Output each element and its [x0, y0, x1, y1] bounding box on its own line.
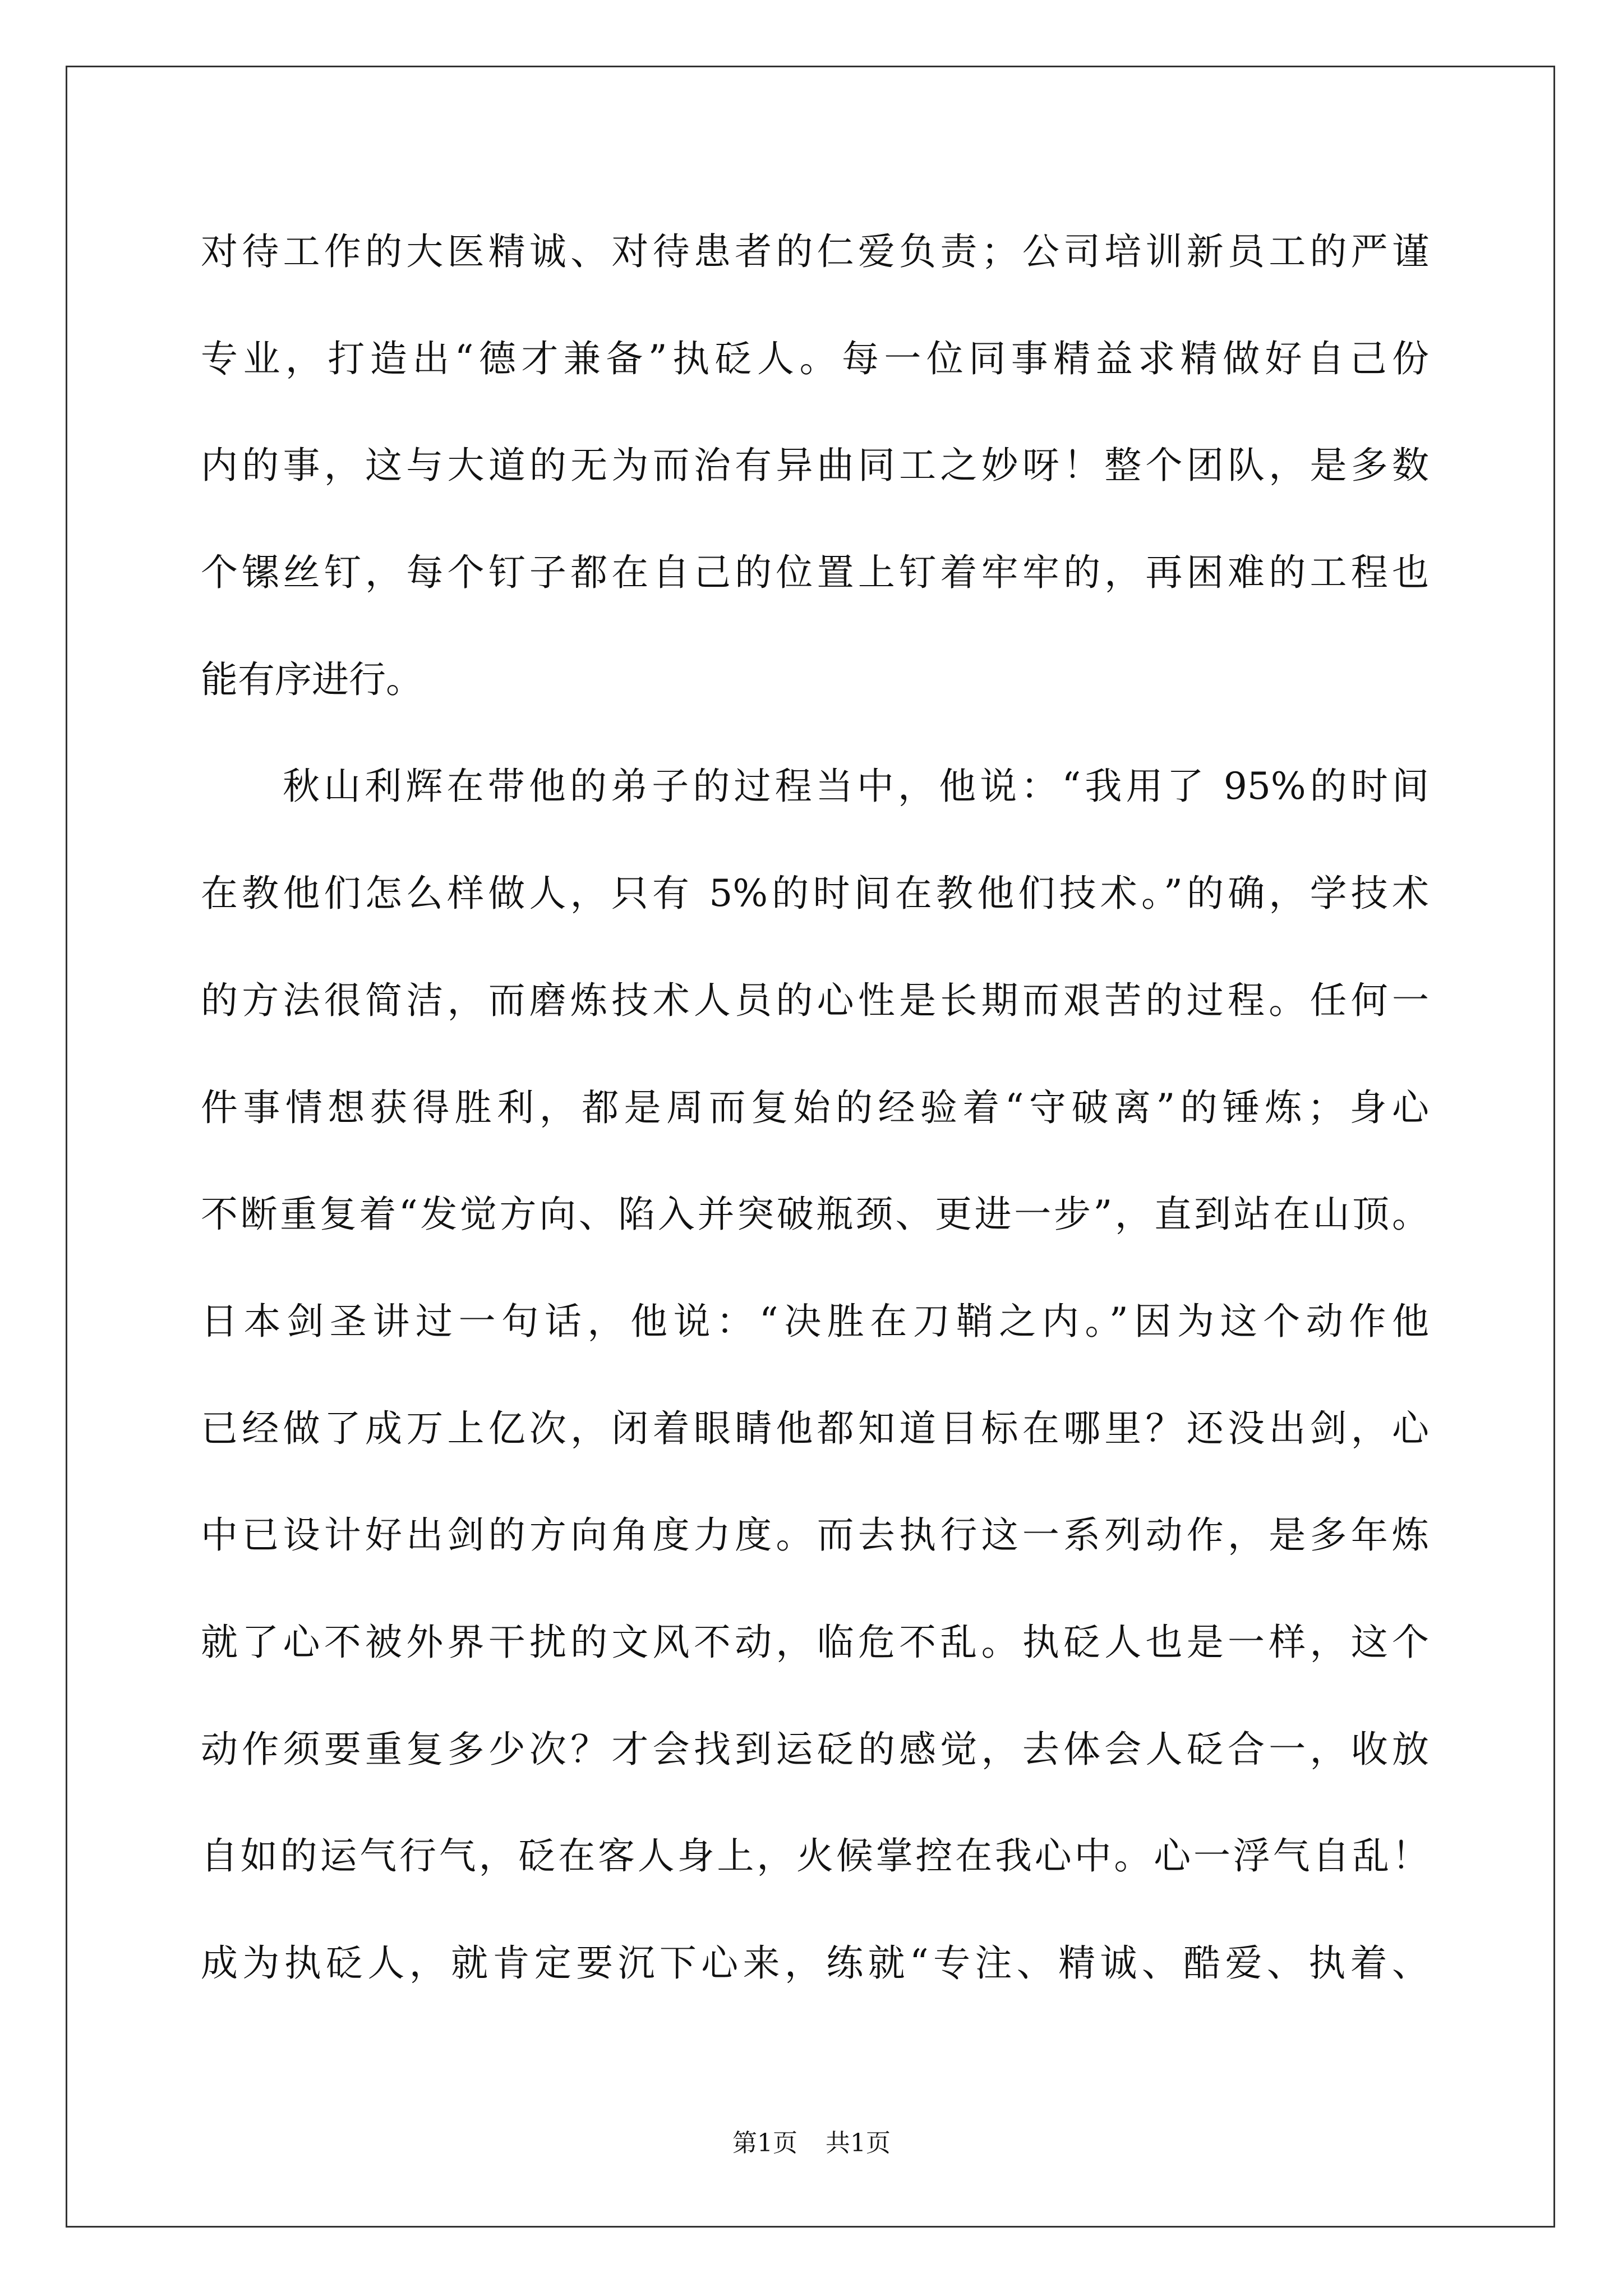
text-line: 自如的运气行气，砭在客人身上，火候掌控在我心中。心一浮气自乱！ — [201, 1834, 1429, 1878]
page-total: 共1页 — [826, 2129, 891, 2157]
text-line: 专业，打造出“德才兼备”执砭人。每一位同事精益求精做好自己份 — [201, 337, 1429, 380]
text-line: 能有序进行。 — [201, 657, 423, 701]
text-line: 就了心不被外界干扰的文风不动，临危不乱。执砭人也是一样，这个 — [201, 1620, 1429, 1664]
paragraph — [201, 733, 1429, 2017]
text-line: 个镙丝钉，每个钉子都在自己的位置上钉着牢牢的，再困难的工程也 — [201, 551, 1429, 595]
text-line: 中已设计好出剑的方向角度力度。而去执行这一系列动作，是多年炼 — [201, 1513, 1429, 1557]
text-line: 不断重复着“发觉方向、陷入并突破瓶颈、更进一步”，直到站在山顶。 — [201, 1193, 1429, 1236]
page-footer — [0, 2126, 1623, 2161]
text-line: 成为执砭人，就肯定要沉下心来，练就“专注、精诚、酷爱、执着、 — [201, 1941, 1429, 1985]
text-line: 对待工作的大医精诚、对待患者的仁爱负责；公司培训新员工的严谨 — [201, 230, 1429, 273]
text-line: 件事情想获得胜利，都是周而复始的经验着“守破离”的锤炼；身心 — [201, 1085, 1429, 1129]
text-line: 已经做了成万上亿次，闭着眼睛他都知道目标在哪里？还没出剑，心 — [201, 1406, 1429, 1450]
text-line: 在教他们怎么样做人，只有 5%的时间在教他们技术。”的确，学技术 — [201, 872, 1429, 915]
text-line: 内的事，这与大道的无为而治有异曲同工之妙呀！整个团队，是多数 — [201, 444, 1429, 487]
text-line: 的方法很简洁，而磨炼技术人员的心性是长期而艰苦的过程。任何一 — [201, 978, 1429, 1022]
text-line: 日本剑圣讲过一句话，他说：“决胜在刀鞘之内。”因为这个动作他 — [201, 1299, 1429, 1343]
document-body — [201, 199, 1429, 2017]
text-line: 秋山利辉在带他的弟子的过程当中，他说：“我用了 95%的时间 — [283, 765, 1429, 808]
paragraph — [201, 199, 1429, 733]
text-line: 动作须要重复多少次？才会找到运砭的感觉，去体会人砭合一，收放 — [201, 1727, 1429, 1771]
page-number: 第1页 — [732, 2129, 797, 2157]
